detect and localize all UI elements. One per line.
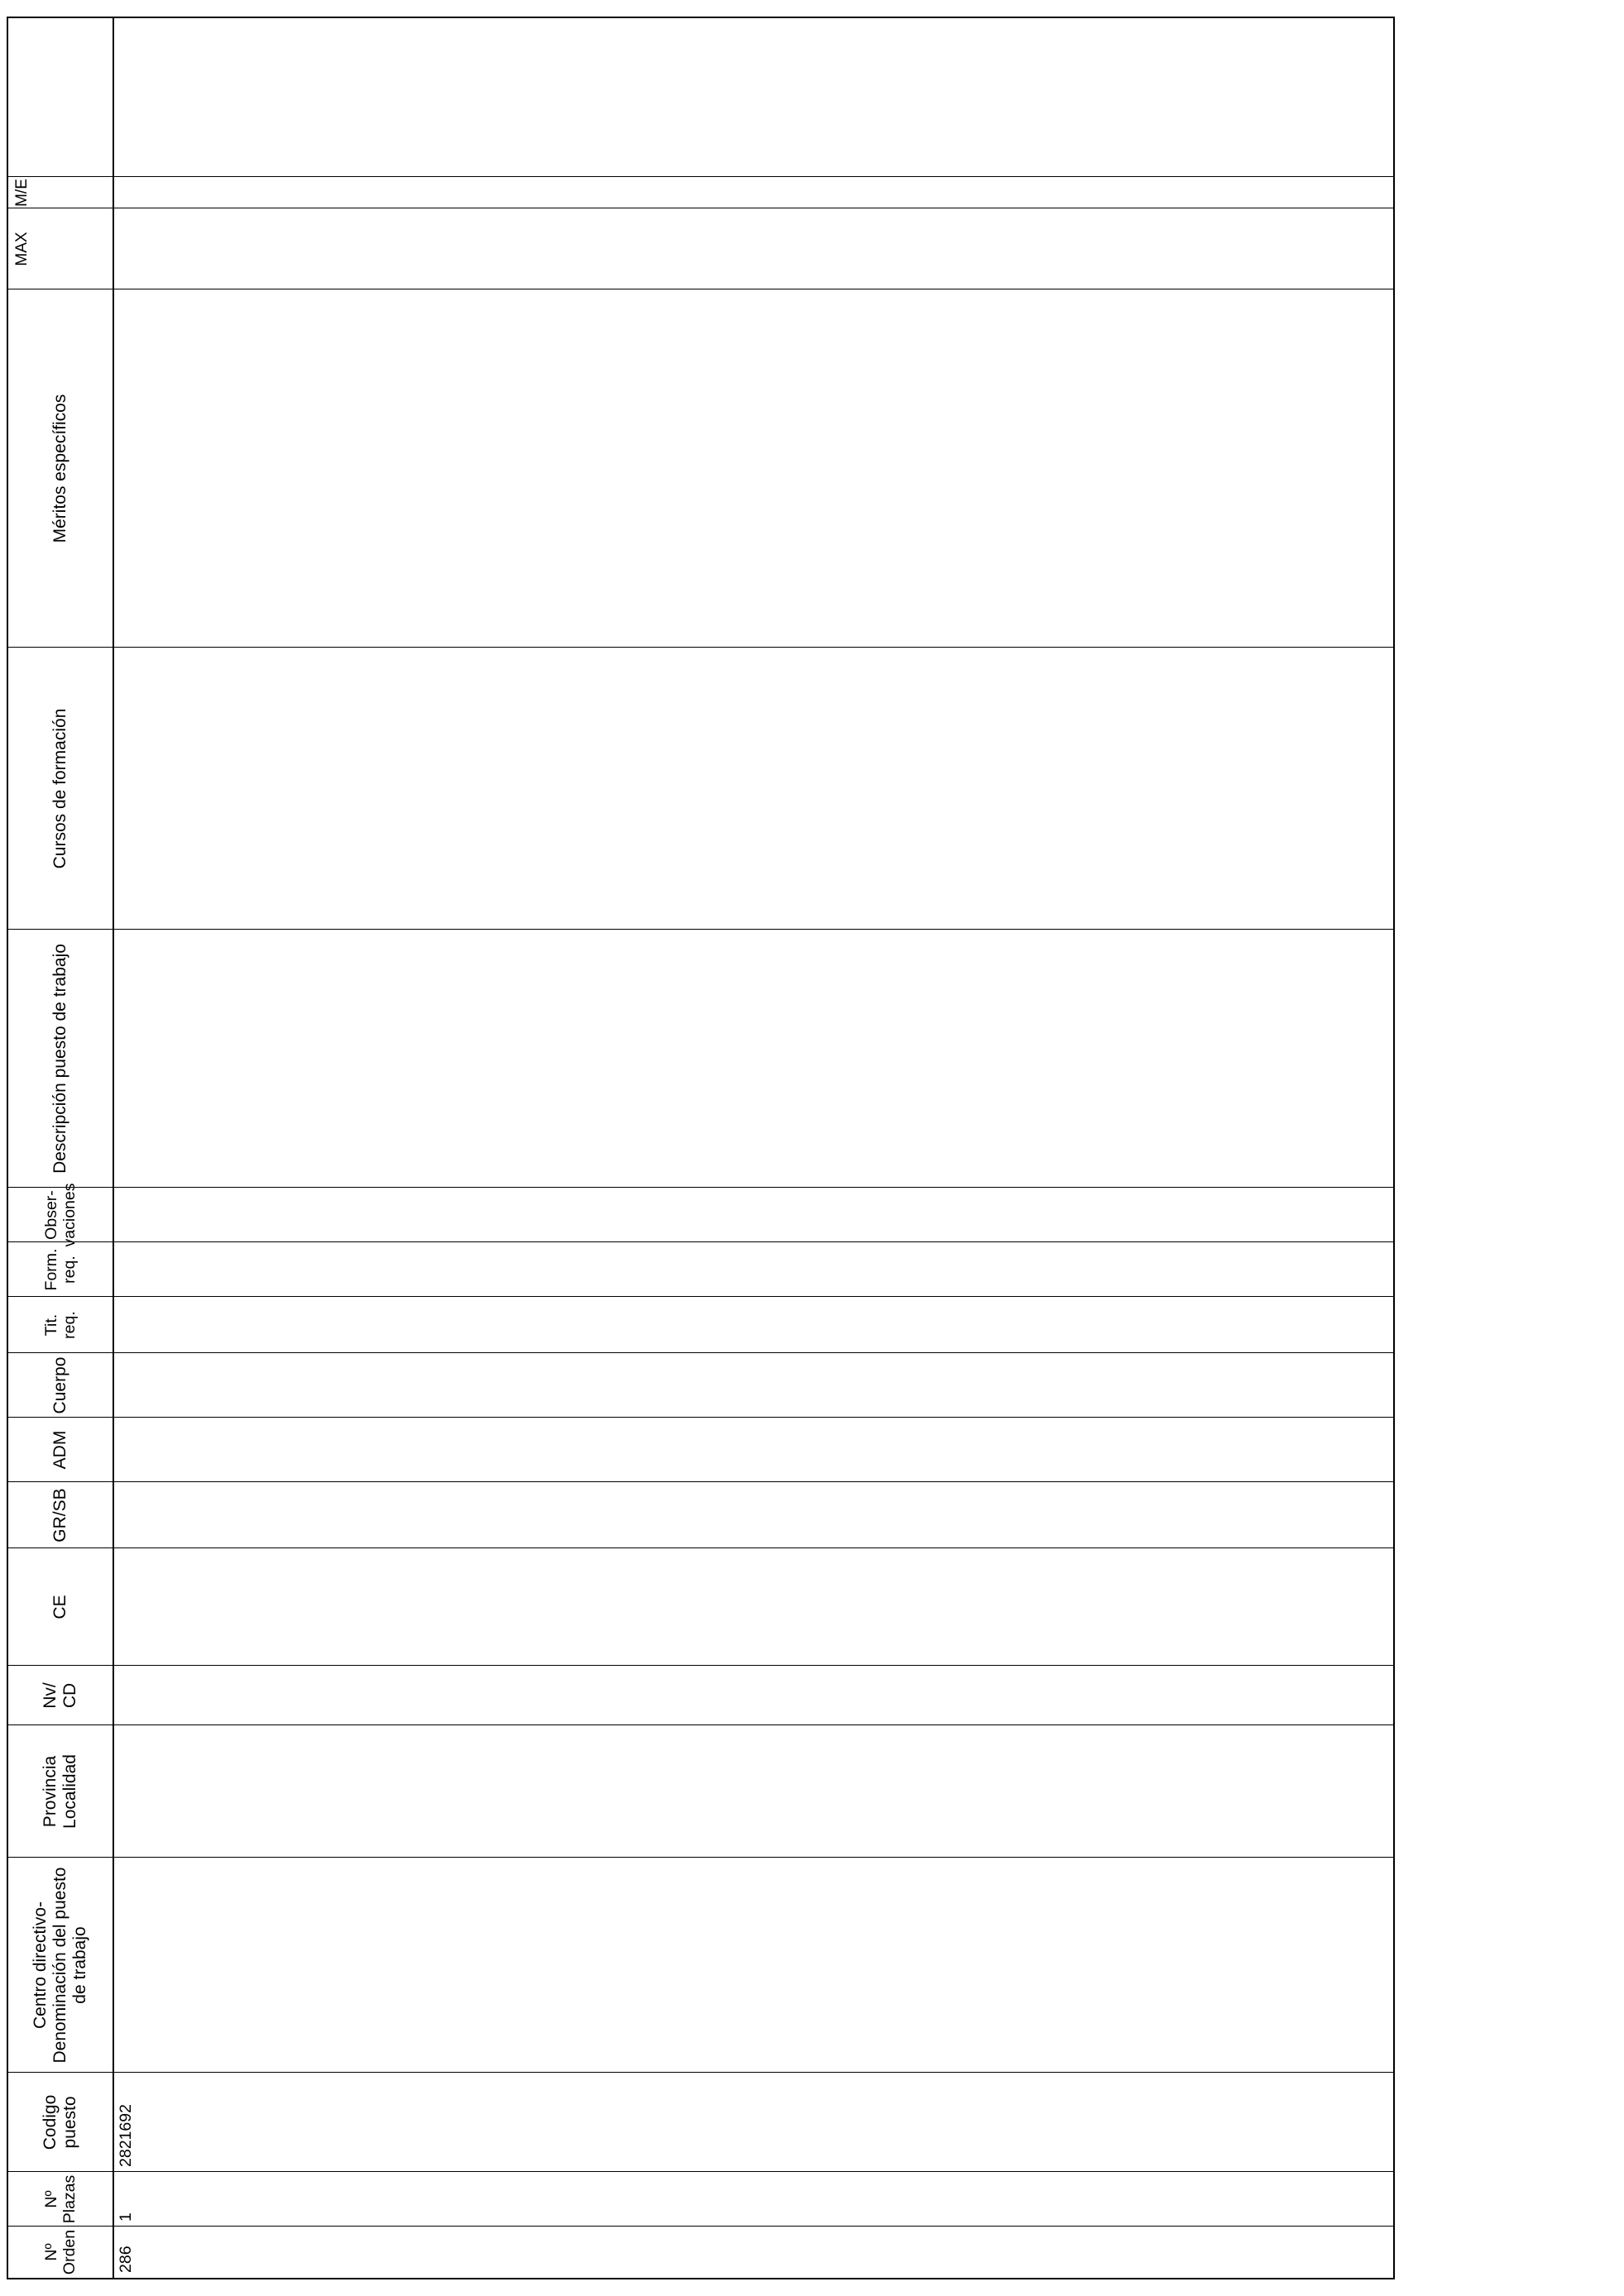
header-obs: Obser- vaciones: [41, 1183, 79, 1247]
column-divider: [8, 647, 1393, 648]
column-divider: [8, 1857, 1393, 1858]
header-plazas: Nº Plazas: [41, 2174, 79, 2224]
header-cuerpo: Cuerpo: [50, 1356, 69, 1414]
header-divider: [113, 18, 114, 2278]
header-nivel: Nv/ CD: [40, 1682, 79, 1709]
header-provincia: Provincia Localidad: [40, 1754, 79, 1829]
header-max: MAX: [13, 232, 31, 266]
column-divider: [8, 1547, 1393, 1548]
column-divider: [8, 1187, 1393, 1188]
header-adm: ADM: [50, 1430, 69, 1470]
header-cursos: Cursos de formación: [50, 708, 69, 869]
header-codigo: Codigo puesto: [40, 2094, 79, 2150]
column-divider: [8, 1665, 1393, 1666]
header-form: Form. req.: [41, 1248, 79, 1291]
vacancy-table: [7, 17, 1395, 2279]
header-orden: Nº Orden: [41, 2229, 79, 2275]
header-me: M/E: [13, 179, 31, 207]
cell-orden: 286: [117, 2246, 135, 2273]
column-divider: [8, 2171, 1393, 2172]
header-tit: Tit. req.: [41, 1311, 79, 1339]
column-divider: [8, 1241, 1393, 1242]
header-grsb: GR/SB: [50, 1488, 69, 1543]
column-divider: [8, 1481, 1393, 1482]
header-centro: Centro directivo- Denominación del puesto de trabajo: [30, 1867, 90, 2064]
column-divider: [8, 176, 1393, 177]
column-divider: [8, 1296, 1393, 1297]
column-divider: [8, 1417, 1393, 1418]
header-ce: CE: [50, 1595, 69, 1619]
column-divider: [8, 1724, 1393, 1725]
column-divider: [8, 1352, 1393, 1353]
header-meritos: Méritos específicos: [50, 394, 69, 543]
cell-codigo: 2821692: [117, 2104, 135, 2167]
header-desc: Descripción puesto de trabajo: [50, 944, 69, 1174]
column-divider: [8, 929, 1393, 930]
column-divider: [8, 2072, 1393, 2073]
column-divider: [8, 2226, 1393, 2227]
cell-plazas: 1: [117, 2212, 135, 2222]
